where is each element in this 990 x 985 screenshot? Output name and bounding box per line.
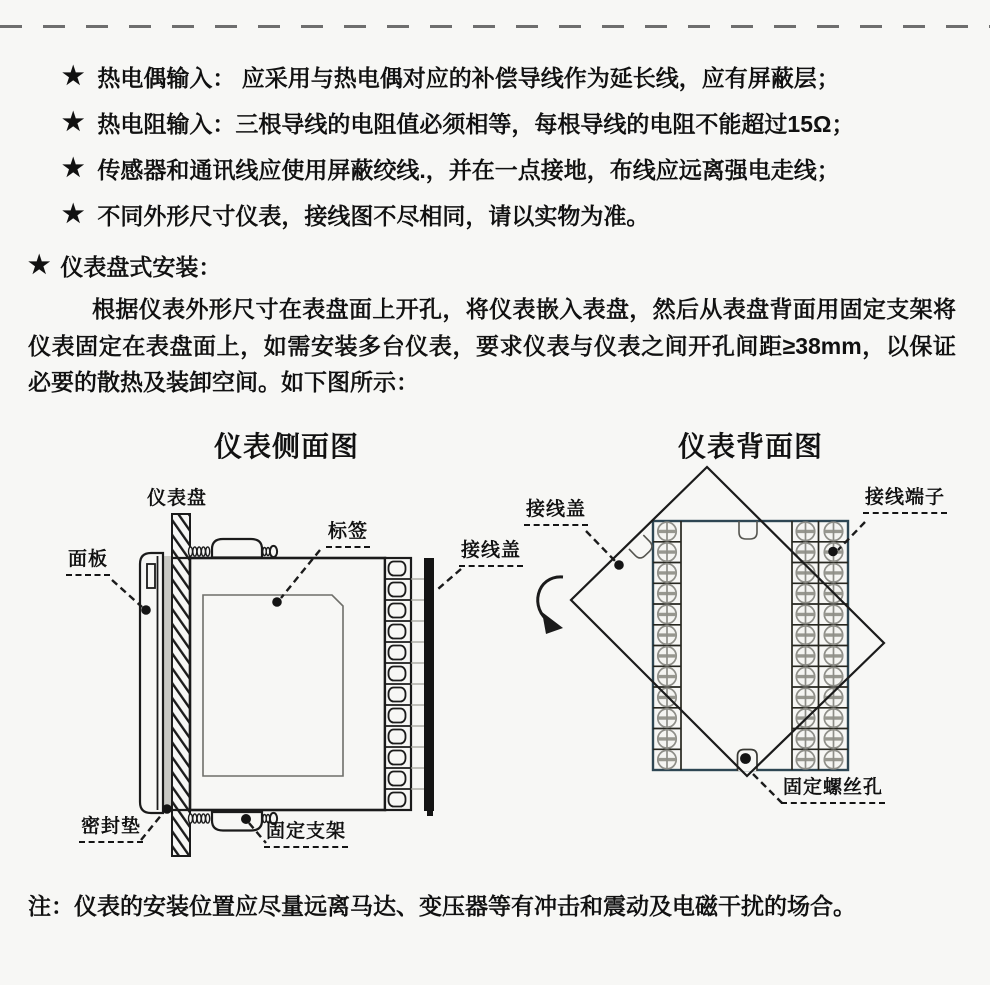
star-icon: ★	[62, 199, 85, 228]
bullet-item	[62, 191, 854, 237]
bullet-text: 不同外形尺寸仪表，接线图不尽相同，请以实物为准。	[97, 202, 650, 229]
fixing-bracket-top	[189, 539, 278, 558]
label-front-panel: 面板	[66, 549, 110, 576]
back-view-diagram	[538, 467, 884, 803]
side-view-diagram	[112, 514, 461, 856]
leader-terminal-cover-back	[586, 531, 617, 563]
bullet-item	[62, 99, 854, 145]
leader-dot	[141, 605, 151, 615]
label-terminal-block: 接线端子	[863, 487, 947, 514]
star-icon: ★	[62, 61, 85, 90]
bullet-text: 热电偶输入： 应采用与热电偶对应的补偿导线作为延长线，应有屏蔽层；	[97, 64, 840, 91]
fixing-screw-dot	[740, 753, 751, 764]
label-terminal-cover-side: 接线盖	[459, 540, 523, 567]
leader-dot	[272, 597, 282, 607]
terminal-wire-lines	[411, 579, 424, 789]
leader-dot	[828, 547, 838, 557]
leader-dot	[162, 804, 172, 814]
star-icon: ★	[62, 107, 85, 136]
rotation-arrowhead	[542, 612, 563, 634]
star-icon: ★	[28, 251, 51, 279]
mounting-panel-hatched	[172, 514, 190, 856]
bullet-list	[62, 53, 854, 237]
terminal-cover-foot	[427, 811, 433, 816]
terminal-cover-bar	[424, 558, 434, 811]
label-gasket: 密封垫	[79, 816, 143, 843]
label-fixing-bracket: 固定支架	[264, 821, 348, 848]
section-title: 仪表盘式安装：	[60, 254, 222, 280]
leader-gasket	[141, 813, 163, 840]
gasket-strip	[163, 556, 172, 810]
rotation-arrow-icon	[538, 577, 563, 622]
dashed-page-separator	[0, 25, 990, 28]
bullet-text: 热电阻输入：三根导线的电阻值必须相等，每根导线的电阻不能超过15Ω；	[97, 110, 855, 137]
back-view-title: 仪表背面图	[678, 432, 824, 463]
leader-fixing-screw-hole	[753, 774, 782, 803]
bracket-screw-head-top	[270, 546, 277, 557]
front-bezel	[140, 553, 163, 813]
leader-dot	[241, 814, 251, 824]
section-heading	[28, 249, 221, 282]
bezel-latch-slot	[147, 564, 155, 588]
bullet-item	[62, 53, 854, 99]
installation-note: 注：仪表的安装位置应尽量远离马达、变压器等有冲击和震动及电磁干扰的场合。	[28, 893, 856, 919]
label-mounting-panel: 仪表盘	[147, 488, 208, 509]
label-sticker: 标签	[326, 521, 370, 548]
bullet-item	[62, 145, 854, 191]
leader-terminal-cover-side	[438, 569, 461, 589]
body-paragraph: 根据仪表外形尺寸在表盘面上开孔，将仪表嵌入表盘，然后从表盘背面用固定支架将仪表固定在表盘面上，如需安装多台仪表，要求仪表与仪表之间开孔间距≥38mm，以保证必要的散热及装卸空间。如下图所示：	[28, 296, 956, 395]
bullet-text: 传感器和通讯线应使用屏蔽绞线.，并在一点接地，布线应远离强电走线；	[97, 156, 840, 183]
leader-dot	[614, 560, 624, 570]
star-icon: ★	[62, 153, 85, 182]
leader-front-panel	[112, 580, 142, 607]
side-view-title: 仪表侧面图	[214, 432, 360, 463]
label-terminal-cover-back: 接线盖	[524, 499, 588, 526]
label-fixing-screw-hole: 固定螺丝孔	[781, 777, 885, 804]
